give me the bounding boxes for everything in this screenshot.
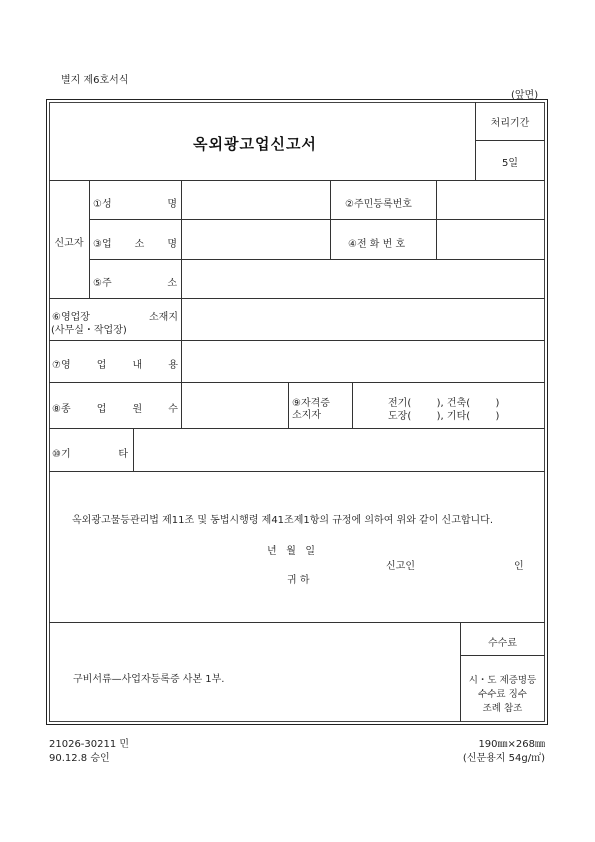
business-location-field[interactable] — [183, 300, 543, 339]
name-field[interactable] — [183, 182, 328, 218]
address-label-end: 소 — [167, 278, 177, 289]
business-content-char: 업 — [96, 360, 107, 371]
address-label — [93, 274, 177, 289]
declaration-date[interactable]: 년 월 일 — [267, 546, 316, 557]
other-field[interactable] — [135, 430, 543, 470]
fee-note-line2: 수수료 징수 — [478, 689, 527, 700]
column-divider — [436, 180, 437, 259]
qualified-holders-label-line2: 소지자 — [292, 410, 321, 421]
business-location-sublabel: (사무실・작업장) — [51, 325, 127, 336]
address-label-start: ⑤주 — [93, 278, 112, 289]
resident-number-field[interactable] — [438, 182, 543, 218]
fee-note-line1: 시・도 제증명등 — [468, 675, 537, 686]
column-divider — [288, 382, 289, 428]
resident-number-label: ②주민등록번호 — [345, 199, 412, 210]
business-content-label — [52, 356, 178, 371]
phone-number-label: ④전 화 번 호 — [348, 239, 406, 250]
column-divider — [330, 180, 331, 259]
business-location-label-end: 소재지 — [149, 312, 178, 323]
phone-number-field[interactable] — [438, 221, 543, 258]
column-divider — [352, 382, 353, 428]
addressee-label: 귀 하 — [287, 575, 310, 586]
row-divider — [49, 298, 545, 299]
business-content-field[interactable] — [183, 342, 543, 381]
name-label-start: ①성 — [93, 199, 112, 210]
employee-count-label — [52, 400, 178, 415]
business-content-char: ⑦영 — [52, 360, 71, 371]
row-divider — [49, 180, 545, 181]
row-divider — [475, 140, 545, 141]
form-code: 21026-30211 민 — [49, 739, 130, 750]
page-side-label: (앞면) — [511, 90, 539, 101]
form-title: 옥외광고업신고서 — [193, 135, 317, 153]
qualified-holders-label-line1: ⑨자격증 — [292, 398, 330, 409]
row-divider — [49, 471, 545, 472]
row-divider — [49, 622, 545, 623]
address-field[interactable] — [183, 261, 543, 297]
employee-count-char: 원 — [132, 404, 143, 415]
business-location-label-start: ⑥영업장 — [52, 312, 90, 323]
processing-period-value: 5일 — [501, 158, 519, 169]
column-divider — [89, 180, 90, 298]
applicant-group-label: 신고자 — [54, 238, 84, 249]
employee-count-char: ⑧종 — [52, 404, 71, 415]
processing-period-label: 처리기간 — [490, 118, 530, 129]
fee-note-line3: 조례 참조 — [482, 703, 523, 714]
business-name-label-start: ③업 — [93, 239, 112, 250]
business-name-label — [93, 235, 177, 250]
business-content-char: 내 — [132, 360, 143, 371]
employee-count-char: 업 — [96, 404, 107, 415]
other-label — [52, 445, 128, 460]
fee-label: 수수료 — [488, 638, 517, 649]
other-label-end: 타 — [118, 449, 128, 460]
qualifications-line1[interactable]: 전기( ), 건축( ) — [388, 398, 500, 409]
required-documents: 구비서류—사업자등록증 사본 1부. — [73, 674, 225, 685]
declarant-label: 신고인 — [386, 561, 415, 572]
name-label-end: 명 — [167, 199, 177, 210]
paper-type: (신문용지 54g/㎡) — [462, 753, 545, 764]
employee-count-field[interactable] — [183, 384, 287, 427]
column-divider — [133, 428, 134, 471]
paper-size: 190㎜×268㎜ — [478, 739, 545, 750]
row-divider — [89, 219, 545, 220]
business-content-char: 용 — [168, 360, 178, 371]
name-label — [93, 195, 177, 210]
row-divider — [460, 655, 545, 656]
row-divider — [49, 382, 545, 383]
business-name-field[interactable] — [183, 221, 328, 258]
seal-mark[interactable]: 인 — [514, 561, 524, 572]
employee-count-char: 수 — [168, 404, 178, 415]
row-divider — [49, 340, 545, 341]
business-name-label-end: 명 — [167, 239, 177, 250]
column-divider — [181, 180, 182, 428]
approval-date: 90.12.8 승인 — [49, 753, 110, 764]
row-divider — [49, 428, 545, 429]
form-number: 별지 제6호서식 — [61, 75, 129, 86]
qualifications-line2[interactable]: 도장( ), 기타( ) — [388, 411, 500, 422]
row-divider — [89, 259, 545, 260]
business-name-label-mid: 소 — [134, 239, 145, 250]
other-label-start: ⑩기 — [52, 449, 71, 460]
declaration-text: 옥외광고물등관리법 제11조 및 동법시행령 제41조제1항의 규정에 의하여 위와 같이 신고합니다. — [72, 515, 494, 526]
